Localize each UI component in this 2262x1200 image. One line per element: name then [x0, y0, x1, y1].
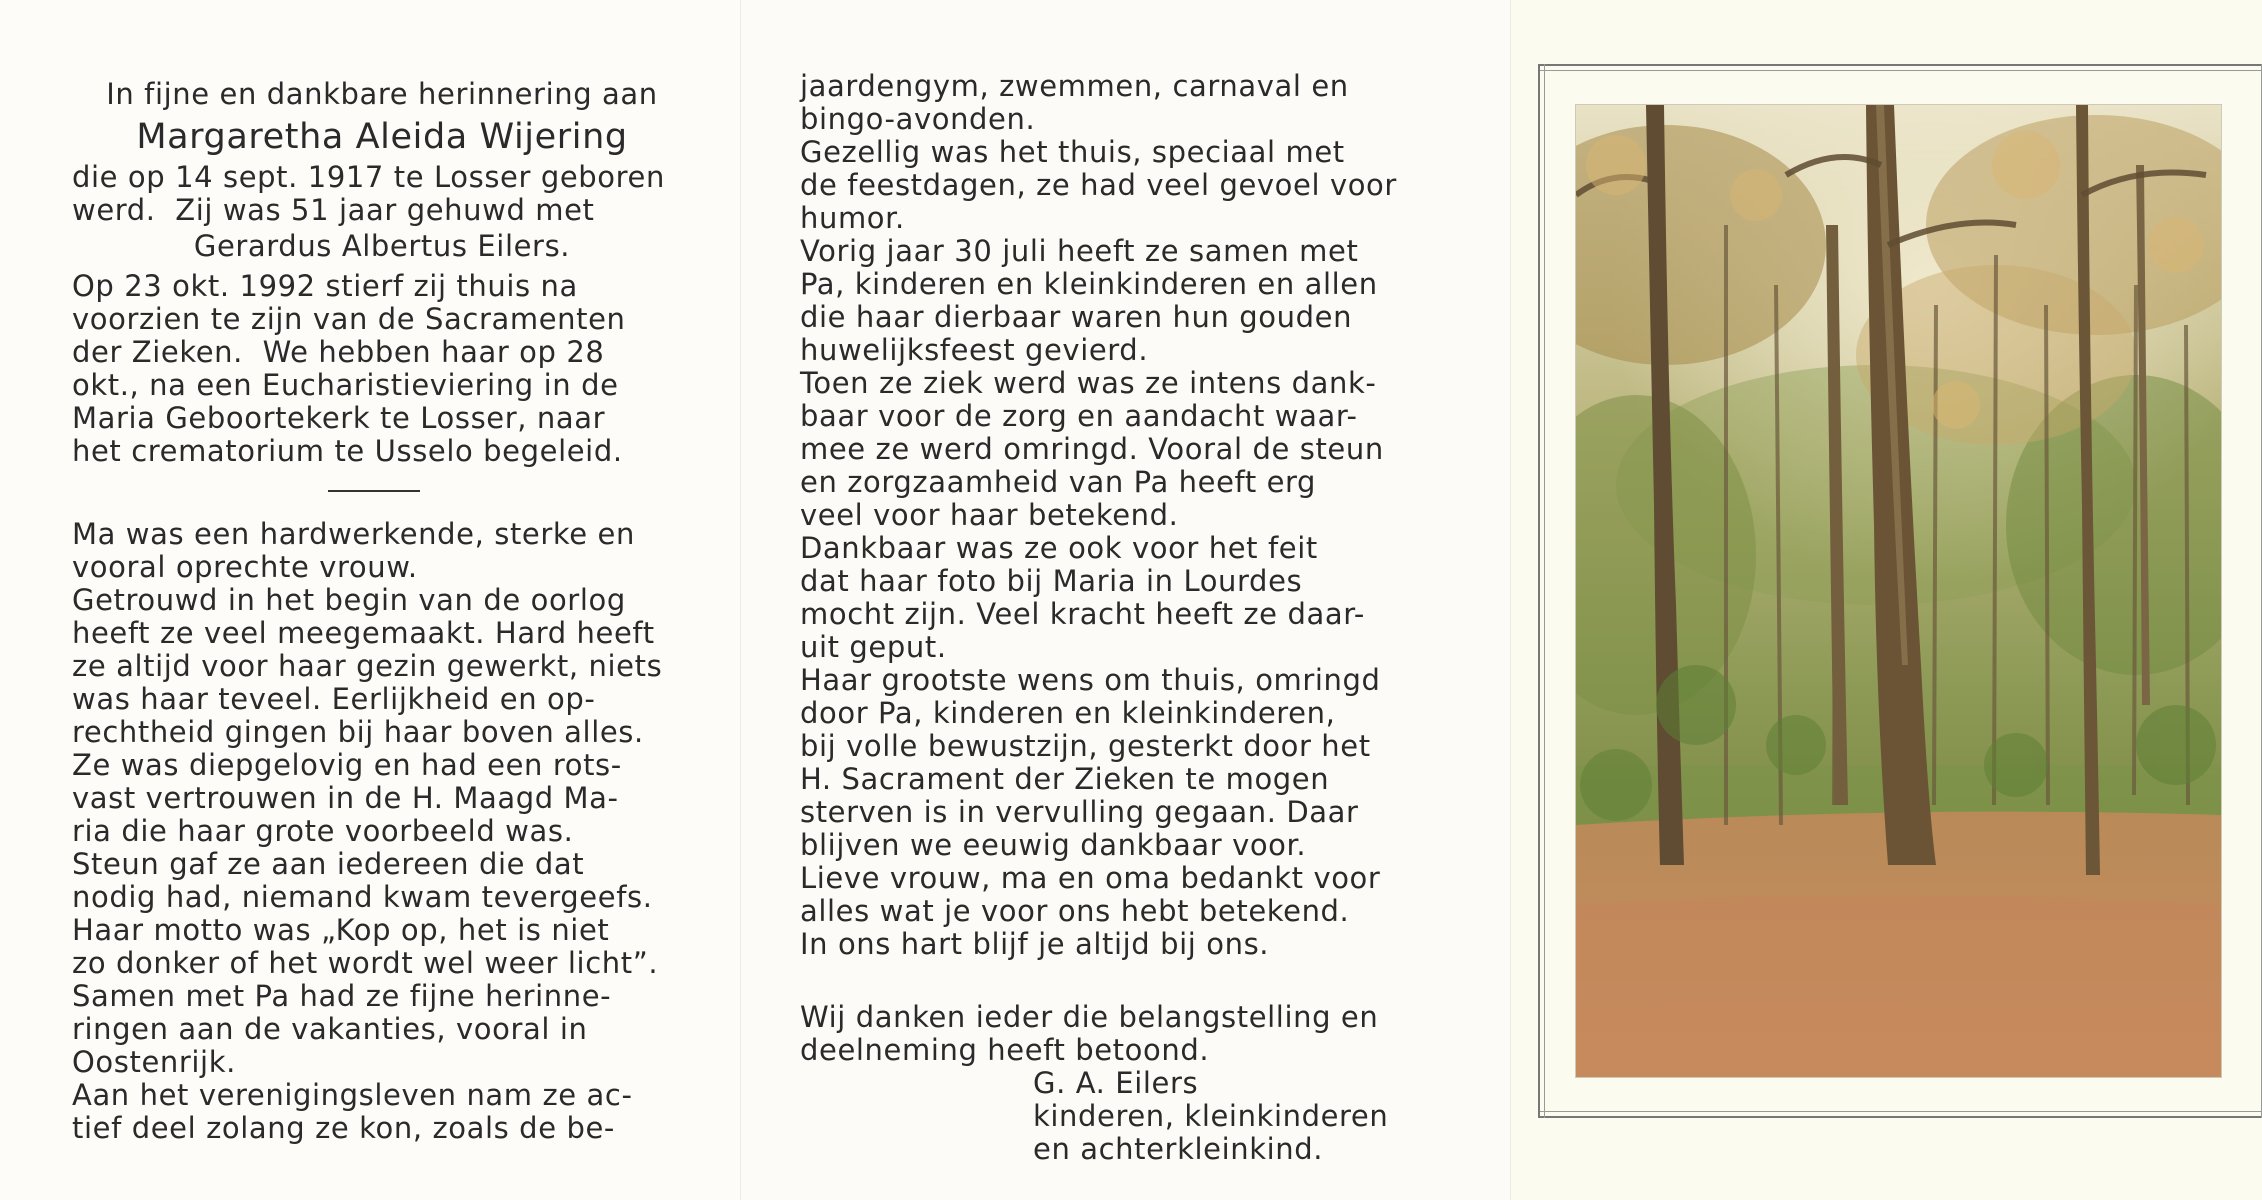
birth-line: werd. Zij was 51 jaar gehuwd met — [72, 193, 595, 227]
memoir-line: sterven is in vervulling gegaan. Daar — [800, 795, 1359, 829]
memoir-line: Aan het verenigingsleven nam ze ac- — [72, 1078, 633, 1112]
memoir-line: vooral oprechte vrouw. — [72, 550, 418, 584]
signature-block — [800, 1067, 1430, 1166]
memoir-line: blijven we eeuwig dankbaar voor. — [800, 828, 1307, 862]
memoir-line: alles wat je voor ons hebt betekend. — [800, 894, 1350, 928]
memoir-line: Pa, kinderen en kleinkinderen en allen — [800, 267, 1378, 301]
memoir-line: bingo-avonden. — [800, 102, 1036, 136]
deceased-name: Margaretha Aleida Wijering — [136, 117, 628, 157]
memoir-line: humor. — [800, 201, 905, 235]
middle-text-column — [800, 70, 1430, 1166]
intro-line: In fijne en dankbare herinnering aan — [106, 77, 658, 111]
memoir-line: ze altijd voor haar gezin gewerkt, niets — [72, 649, 663, 683]
memoir-line: door Pa, kinderen en kleinkinderen, — [800, 696, 1336, 730]
memoir-line: Ze was diepgelovig en had een rots- — [72, 748, 622, 782]
memoir-line: vast vertrouwen in de H. Maagd Ma- — [72, 781, 619, 815]
memoir-line: mocht zijn. Veel kracht heeft ze daar- — [800, 597, 1365, 631]
memoir-line: ringen aan de vakanties, vooral in — [72, 1012, 588, 1046]
left-text-column — [72, 78, 692, 1145]
memoir-line: Ma was een hardwerkende, sterke en — [72, 517, 635, 551]
memoir-line: rechtheid gingen bij haar boven alles. — [72, 715, 644, 749]
memoir-line: Haar motto was „Kop op, het is niet — [72, 913, 610, 947]
death-line: Maria Geboortekerk te Losser, naar — [72, 401, 606, 435]
memoir-line: Gezellig was het thuis, speciaal met — [800, 135, 1345, 169]
memoir-line: Dankbaar was ze ook voor het feit — [800, 531, 1318, 565]
memoir-line: Haar grootste wens om thuis, omringd — [800, 663, 1381, 697]
memoir-line: Vorig jaar 30 juli heeft ze samen met — [800, 234, 1359, 268]
birth-line: die op 14 sept. 1917 te Losser geboren — [72, 160, 665, 194]
death-line: okt., na een Eucharistieviering in de — [72, 368, 619, 402]
memoir-line: Getrouwd in het begin van de oorlog — [72, 583, 626, 617]
memoir-line: nodig had, niemand kwam tevergeefs. — [72, 880, 653, 914]
memoir-line: In ons hart blijf je altijd bij ons. — [800, 927, 1270, 961]
signature-line: en achterkleinkind. — [1033, 1132, 1324, 1166]
memoir-line: Steun gaf ze aan iedereen die dat — [72, 847, 585, 881]
memoir-line: Toen ze ziek werd was ze intens dank- — [800, 366, 1377, 400]
memoir-line: dat haar foto bij Maria in Lourdes — [800, 564, 1303, 598]
death-line: Op 23 okt. 1992 stierf zij thuis na — [72, 269, 578, 303]
death-line: der Zieken. We hebben haar op 28 — [72, 335, 605, 369]
memoir-line: tief deel zolang ze kon, zoals de be- — [72, 1111, 615, 1145]
memoir-line: bij volle bewustzijn, gesterkt door het — [800, 729, 1371, 763]
memoir-line: Oostenrijk. — [72, 1045, 236, 1079]
memoir-line: Samen met Pa had ze fijne herinne- — [72, 979, 612, 1013]
signature-line: kinderen, kleinkinderen — [1033, 1099, 1389, 1133]
memoir-line: Lieve vrouw, ma en oma bedankt voor — [800, 861, 1381, 895]
memoir-line: de feestdagen, ze had veel gevoel voor — [800, 168, 1397, 202]
memoir-line: baar voor de zorg en aandacht waar- — [800, 399, 1358, 433]
memoir-line: die haar dierbaar waren hun gouden — [800, 300, 1353, 334]
memoir-line: uit geput. — [800, 630, 947, 664]
death-line: voorzien te zijn van de Sacramenten — [72, 302, 626, 336]
forest-photo — [1575, 104, 2222, 1078]
memoir-line: veel voor haar betekend. — [800, 498, 1179, 532]
signature-line: G. A. Eilers — [1033, 1066, 1199, 1100]
thanks-line: deelneming heeft betoond. — [800, 1033, 1210, 1067]
memoir-line: H. Sacrament der Zieken te mogen — [800, 762, 1330, 796]
memoir-line: jaardengym, zwemmen, carnaval en — [800, 69, 1349, 103]
memoir-line: ria die haar grote voorbeeld was. — [72, 814, 574, 848]
memoir-line: en zorgzaamheid van Pa heeft erg — [800, 465, 1317, 499]
memoir-line: mee ze werd omringd. Vooral de steun — [800, 432, 1384, 466]
spouse-name: Gerardus Albertus Eilers. — [193, 229, 571, 263]
death-line: het crematorium te Usselo begeleid. — [72, 434, 623, 468]
memoir-line: huwelijksfeest gevierd. — [800, 333, 1149, 367]
thanks-line: Wij danken ieder die belangstelling en — [800, 1000, 1379, 1034]
memoir-line: was haar teveel. Eerlijkheid en op- — [72, 682, 596, 716]
memoir-line: zo donker of het wordt wel weer licht”. — [72, 946, 659, 980]
memoir-line: heeft ze veel meegemaakt. Hard heeft — [72, 616, 655, 650]
